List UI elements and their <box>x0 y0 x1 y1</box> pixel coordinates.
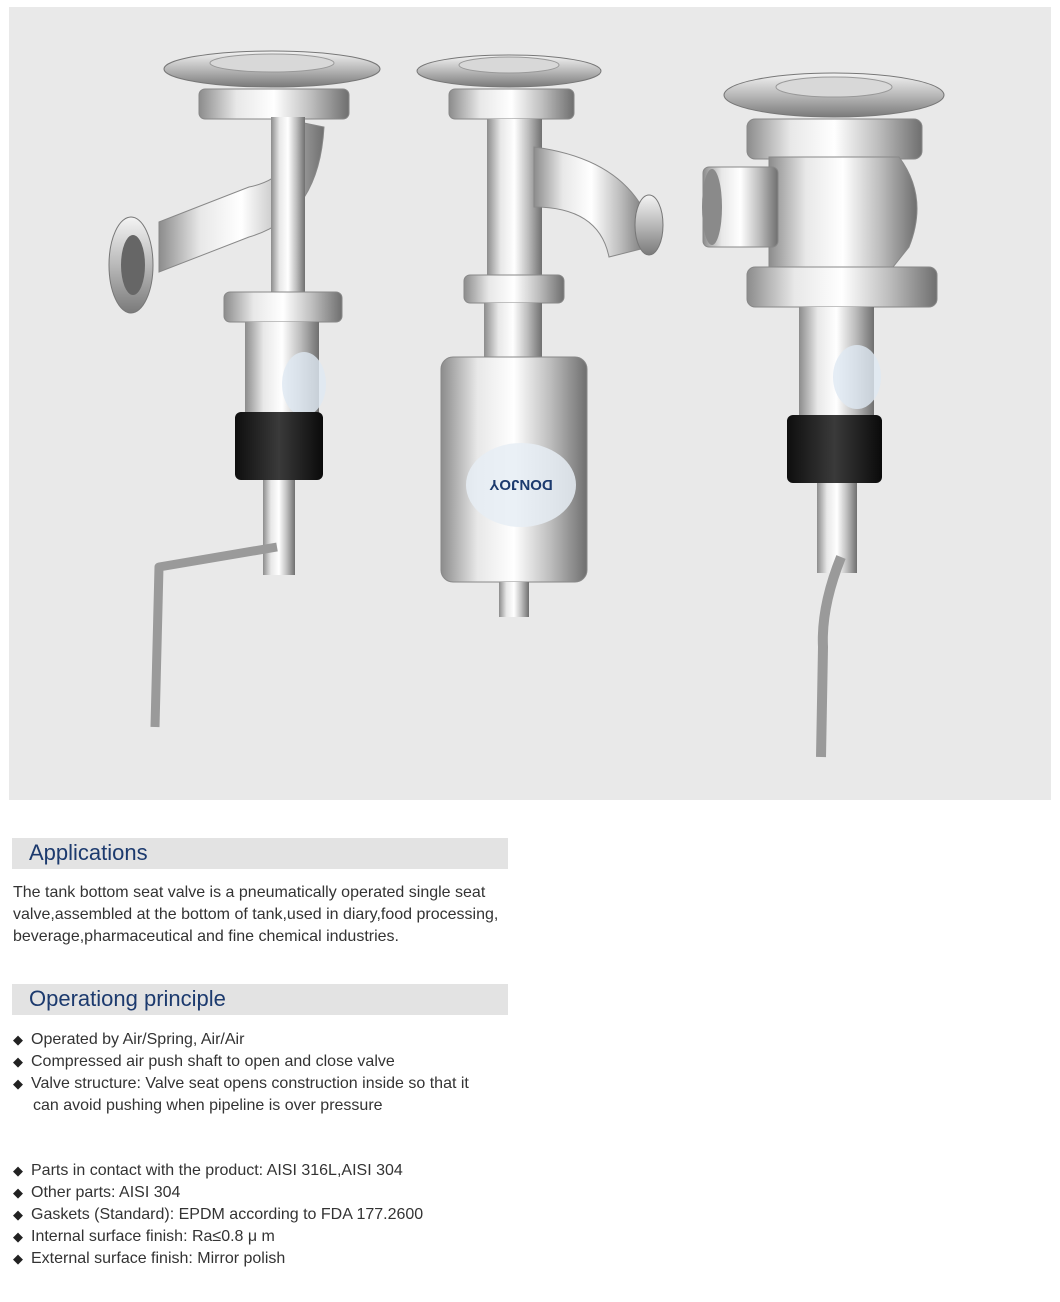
list-item <box>13 1160 423 1182</box>
materials-list <box>13 1160 423 1270</box>
principle-header <box>12 984 508 1015</box>
list-item <box>13 1226 423 1248</box>
list-item <box>13 1248 423 1270</box>
list-item-text: Other parts: AISI 304 <box>31 1184 181 1201</box>
applications-text: The tank bottom seat valve is a pneumatically operated single seat valve,assembled at the bottom of tank,used in diary,food processing, beverage,pharmaceutical and fine chemical industries. <box>13 884 499 945</box>
diamond-bullet-icon: ◆ <box>13 1185 23 1200</box>
list-item <box>13 1204 423 1226</box>
list-item-text: Parts in contact with the product: AISI 316L,AISI 304 <box>31 1162 403 1179</box>
diamond-bullet-icon: ◆ <box>13 1229 23 1244</box>
diamond-bullet-icon: ◆ <box>13 1076 23 1091</box>
valve-illustrations <box>9 7 1051 800</box>
list-item <box>13 1029 469 1051</box>
applications-title: Applications <box>29 840 148 865</box>
valve-pneumatic-actuator <box>417 55 663 617</box>
list-item-text: Compressed air push shaft to open and close valve <box>31 1053 395 1070</box>
list-item-text: Internal surface finish: Ra≤0.8 μ m <box>31 1228 275 1245</box>
brand-logo-text: DONJOY <box>489 476 553 493</box>
diamond-bullet-icon: ◆ <box>13 1163 23 1178</box>
product-photo <box>9 7 1051 800</box>
list-item <box>13 1182 423 1204</box>
list-item <box>13 1051 469 1073</box>
list-item-text: Operated by Air/Spring, Air/Air <box>31 1031 245 1048</box>
list-item-text: External surface finish: Mirror polish <box>31 1250 286 1267</box>
diamond-bullet-icon: ◆ <box>13 1054 23 1069</box>
list-item <box>13 1073 469 1117</box>
principle-list <box>13 1029 469 1117</box>
diamond-bullet-icon: ◆ <box>13 1207 23 1222</box>
applications-header <box>12 838 508 869</box>
diamond-bullet-icon: ◆ <box>13 1251 23 1266</box>
list-item-text: Gaskets (Standard): EPDM according to FDA 177.2600 <box>31 1206 424 1223</box>
list-item-text: Valve structure: Valve seat opens construction inside so that it <box>31 1075 469 1092</box>
valve-tank-bottom-lever <box>702 73 944 757</box>
list-item-continuation: can avoid pushing when pipeline is over pressure <box>33 1097 383 1114</box>
diamond-bullet-icon: ◆ <box>13 1032 23 1047</box>
valve-manual-handle <box>109 51 380 727</box>
principle-title: Operationg principle <box>29 986 226 1011</box>
